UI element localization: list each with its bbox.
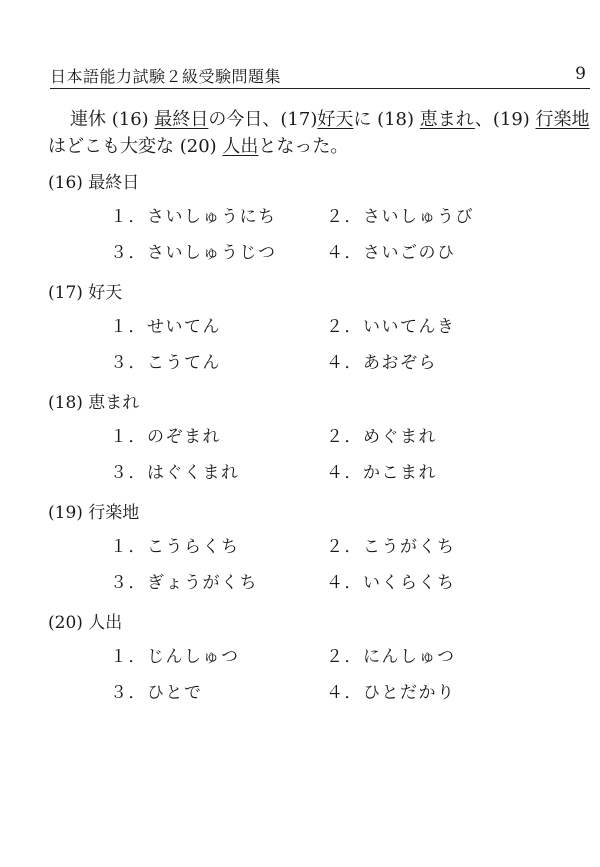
- passage-text: はどこも大変な (20): [48, 136, 223, 157]
- choice-option: ２．にんしゅつ: [326, 647, 456, 667]
- underlined-word-19: 行楽地: [535, 109, 590, 130]
- choice-option: ２．めぐまれ: [326, 427, 437, 447]
- choice-option: １．じんしゅつ: [110, 647, 240, 667]
- underlined-word-17: 好天: [317, 109, 354, 130]
- choice-option: １．こうらくち: [110, 537, 240, 557]
- question-18: [48, 390, 588, 483]
- choice-option: １．さいしゅうにち: [110, 207, 277, 227]
- question-20: [48, 610, 588, 703]
- question-17: [48, 280, 588, 373]
- question-19: [48, 500, 588, 593]
- choice-option: ４．かこまれ: [326, 463, 437, 483]
- question-heading: (17) 好天: [48, 283, 123, 303]
- choice-option: １．のぞまれ: [110, 427, 221, 447]
- question-heading: (16) 最終日: [48, 173, 140, 193]
- choice-option: ３．ぎょうがくち: [110, 573, 258, 593]
- choice-option: ４．ひとだかり: [326, 683, 456, 703]
- passage-line-2: [48, 133, 593, 160]
- passage-line-1: [48, 106, 593, 133]
- choice-option: ３．こうてん: [110, 353, 221, 373]
- underlined-word-20: 人出: [222, 136, 259, 157]
- page-number: 9: [575, 64, 586, 84]
- choice-option: ３．はぐくまれ: [110, 463, 240, 483]
- passage-text: 連休 (16): [70, 109, 155, 130]
- passage-text: 、(19): [474, 109, 536, 130]
- choice-option: ３．さいしゅうじつ: [110, 243, 277, 263]
- choice-option: ４．さいごのひ: [326, 243, 456, 263]
- choice-option: １．せいてん: [110, 317, 221, 337]
- question-heading: (19) 行楽地: [48, 503, 140, 523]
- choice-option: ２．さいしゅうび: [326, 207, 474, 227]
- choice-option: ２．いいてんき: [326, 317, 456, 337]
- choice-option: ４．いくらくち: [326, 573, 456, 593]
- choice-option: ２．こうがくち: [326, 537, 456, 557]
- question-heading: (20) 人出: [48, 613, 123, 633]
- book-title: 日本語能力試験２級受験問題集: [50, 67, 282, 86]
- question-heading: (18) 恵まれ: [48, 393, 140, 413]
- underlined-word-18: 恵まれ: [419, 109, 475, 130]
- underlined-word-16: 最終日: [154, 109, 209, 130]
- page-header: [50, 64, 590, 89]
- question-16: [48, 170, 588, 263]
- choice-option: ４．あおぞら: [326, 353, 437, 373]
- passage-text: となった。: [258, 136, 349, 157]
- passage-text: に (18): [353, 109, 420, 130]
- reading-passage: [48, 106, 593, 160]
- passage-text: の今日、(17): [208, 109, 318, 130]
- choice-option: ３．ひとで: [110, 683, 203, 703]
